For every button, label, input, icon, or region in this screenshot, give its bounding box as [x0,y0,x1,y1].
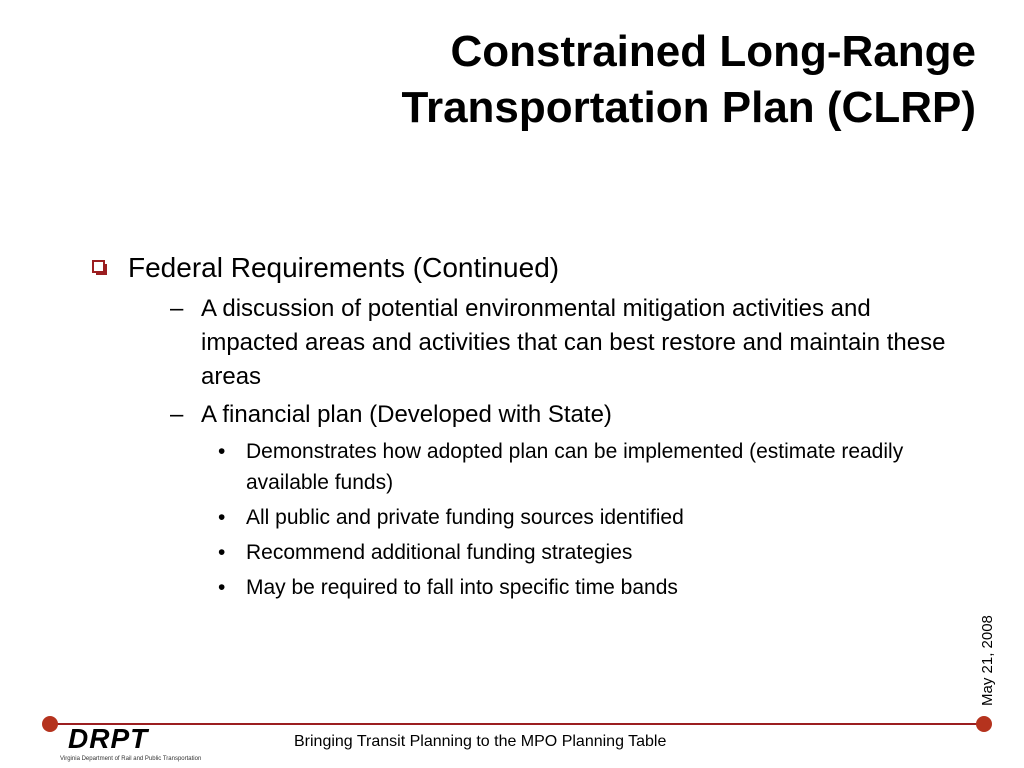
sub-bullet-text: A discussion of potential environmental mitigation activities and impacted areas and activities that can best restore and maintain these areas [201,295,946,390]
list-item [216,572,972,603]
list-item-text: May be required to fall into specific time bands [246,576,678,599]
dot-bullet-icon: • [218,506,226,529]
title-line-2: Transportation Plan (CLRP) [401,83,976,132]
list-item-text: Demonstrates how adopted plan can be implemented (estimate readily available funds) [246,440,904,494]
slide-date: May 21, 2008 [979,615,996,706]
sub-bullet-financial [170,398,972,432]
right-circle-icon [976,716,992,732]
bullet-heading [92,248,972,288]
list-item [216,537,972,568]
checkbox-bullet-icon [92,260,105,273]
list-item [216,436,972,498]
list-item [216,502,972,533]
logo-subtext: Virginia Department of Rail and Public Transportation [60,756,202,762]
slide-content [92,248,972,603]
footer-text: Bringing Transit Planning to the MPO Planning Table [294,733,667,750]
dot-bullet-icon: • [218,440,226,463]
list-item-text: Recommend additional funding strategies [246,541,633,564]
drpt-logo [58,723,202,766]
dash-bullet-icon: – [170,401,184,428]
dot-bullet-icon: • [218,541,226,564]
dash-bullet-icon: – [170,295,184,322]
slide-title [176,24,976,136]
sub-bullet-environmental [170,292,972,394]
sub-bullet-text: A financial plan (Developed with State) [201,401,612,428]
left-circle-icon [42,716,58,732]
heading-text: Federal Requirements (Continued) [128,252,560,283]
title-line-1: Constrained Long-Range [450,27,976,76]
logo-wordmark: DRPT [68,723,149,754]
dot-bullet-icon: • [218,576,226,599]
list-item-text: All public and private funding sources identified [246,506,684,529]
